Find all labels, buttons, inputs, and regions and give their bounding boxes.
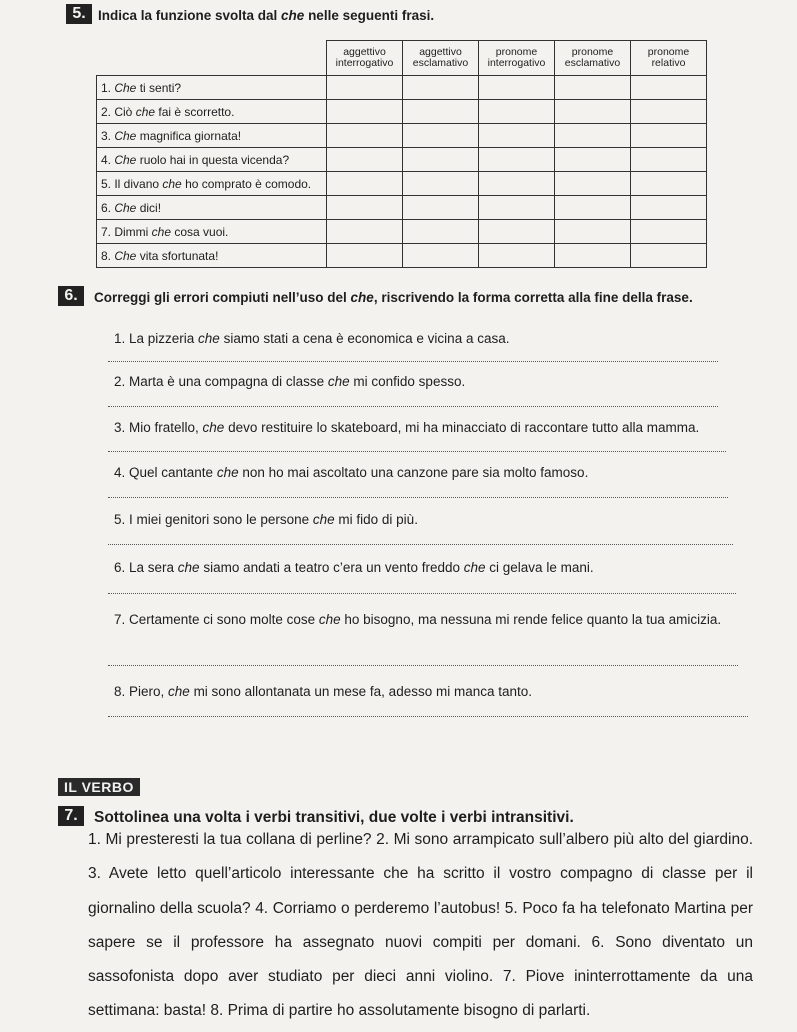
answer-cell[interactable] (555, 76, 631, 100)
answer-cell[interactable] (479, 148, 555, 172)
exercise-7-number: 7. (58, 806, 84, 826)
answer-cell[interactable] (631, 124, 707, 148)
answer-cell[interactable] (403, 196, 479, 220)
sentence-cell: 5. Il divano che ho comprato è comodo. (97, 172, 327, 196)
exercise-5-number: 5. (66, 4, 92, 24)
sentence-cell: 1. Che ti senti? (97, 76, 327, 100)
answer-cell[interactable] (555, 172, 631, 196)
exercise-6-item: 4. Quel cantante che non ho mai ascoltato una canzone pare sia molto famoso. (114, 465, 589, 480)
answer-cell[interactable] (479, 220, 555, 244)
exercise-6-item: 1. La pizzeria che siamo stati a cena è economica e vicina a casa. (114, 331, 510, 346)
answer-line[interactable] (108, 451, 726, 452)
table-row (97, 100, 707, 124)
exercise-6-item: 7. Certamente ci sono molte cose che ho bisogno, ma nessuna mi rende felice quanto la tua amicizia. (114, 612, 722, 627)
answer-cell[interactable] (631, 148, 707, 172)
answer-line[interactable] (108, 716, 748, 717)
answer-cell[interactable] (327, 76, 403, 100)
table-row (97, 148, 707, 172)
answer-cell[interactable] (327, 244, 403, 268)
answer-line[interactable] (108, 361, 718, 362)
answer-cell[interactable] (403, 100, 479, 124)
answer-line[interactable] (108, 665, 738, 666)
exercise-6-number: 6. (58, 286, 84, 306)
answer-cell[interactable] (403, 148, 479, 172)
table-row (97, 244, 707, 268)
answer-cell[interactable] (555, 124, 631, 148)
column-header: aggettivo esclamativo (403, 41, 479, 76)
answer-cell[interactable] (327, 196, 403, 220)
answer-cell[interactable] (479, 196, 555, 220)
answer-cell[interactable] (631, 244, 707, 268)
sentence-cell: 6. Che dici! (97, 196, 327, 220)
answer-cell[interactable] (479, 124, 555, 148)
answer-cell[interactable] (327, 172, 403, 196)
answer-cell[interactable] (403, 76, 479, 100)
answer-cell[interactable] (327, 124, 403, 148)
sentence-cell: 2. Ciò che fai è scorretto. (97, 100, 327, 124)
answer-line[interactable] (108, 593, 736, 594)
table-row (97, 196, 707, 220)
answer-cell[interactable] (479, 244, 555, 268)
exercise-6-title: Correggi gli errori compiuti nell’uso del che, riscrivendo la forma corretta alla fine della frase. (94, 290, 693, 305)
answer-cell[interactable] (555, 148, 631, 172)
answer-cell[interactable] (403, 172, 479, 196)
answer-cell[interactable] (555, 100, 631, 124)
answer-cell[interactable] (327, 100, 403, 124)
answer-cell[interactable] (631, 196, 707, 220)
sentence-cell: 3. Che magnifica giornata! (97, 124, 327, 148)
answer-line[interactable] (108, 406, 718, 407)
answer-cell[interactable] (631, 76, 707, 100)
answer-line[interactable] (108, 544, 733, 545)
exercise-5-table (96, 40, 707, 268)
exercise-6-item: 8. Piero, che mi sono allontanata un mese fa, adesso mi manca tanto. (114, 684, 533, 699)
section-label: IL VERBO (58, 778, 140, 796)
sentence-cell: 4. Che ruolo hai in questa vicenda? (97, 148, 327, 172)
exercise-6-item: 3. Mio fratello, che devo restituire lo skateboard, mi ha minacciato di raccontare tutto alla mamma. (114, 420, 700, 435)
exercise-5-title: Indica la funzione svolta dal che nelle seguenti frasi. (98, 8, 435, 23)
answer-cell[interactable] (403, 124, 479, 148)
exercise-6-item: 5. I miei genitori sono le persone che mi fido di più. (114, 512, 418, 527)
exercise-6-item: 2. Marta è una compagna di classe che mi confido spesso. (114, 374, 466, 389)
answer-cell[interactable] (555, 220, 631, 244)
answer-cell[interactable] (479, 172, 555, 196)
answer-cell[interactable] (631, 100, 707, 124)
answer-cell[interactable] (631, 220, 707, 244)
table-corner-cell (97, 41, 327, 76)
answer-cell[interactable] (327, 148, 403, 172)
table-row (97, 220, 707, 244)
column-header: pronome esclamativo (555, 41, 631, 76)
answer-cell[interactable] (403, 244, 479, 268)
answer-cell[interactable] (479, 100, 555, 124)
table-row (97, 76, 707, 100)
answer-line[interactable] (108, 497, 728, 498)
exercise-7-title: Sottolinea una volta i verbi transitivi, due volte i verbi intransitivi. (94, 809, 574, 826)
column-header: pronome relativo (631, 41, 707, 76)
sentence-cell: 8. Che vita sfortunata! (97, 244, 327, 268)
answer-cell[interactable] (555, 196, 631, 220)
column-header: aggettivo interrogativo (327, 41, 403, 76)
table-header-row (97, 41, 707, 76)
answer-cell[interactable] (555, 244, 631, 268)
answer-cell[interactable] (327, 220, 403, 244)
table-row (97, 124, 707, 148)
answer-cell[interactable] (631, 172, 707, 196)
exercise-6-item: 6. La sera che siamo andati a teatro c’era un vento freddo che ci gelava le mani. (114, 560, 594, 575)
answer-cell[interactable] (479, 76, 555, 100)
table-row (97, 172, 707, 196)
exercise-7-paragraph: 1. Mi presteresti la tua collana di perline? 2. Mi sono arrampicato sull’albero più alto del giardino. 3. Avete letto quell’articolo interessante che ha scritto il vostro compagno di classe per il giornalino della scuola? 4. Corriamo o perderemo l’autobus! 5. Poco fa ha telefonato Martina per sapere se il professore ha assegnato nuovi compiti per domani. 6. Sono diventato un sassofonista dopo aver studiato per dieci anni violino. 7. Piove ininterrottamente da una settimana: basta! 8. Prima di partire ho assolutamente bisogno di parlarti. (88, 831, 753, 1020)
sentence-cell: 7. Dimmi che cosa vuoi. (97, 220, 327, 244)
answer-cell[interactable] (403, 220, 479, 244)
column-header: pronome interrogativo (479, 41, 555, 76)
